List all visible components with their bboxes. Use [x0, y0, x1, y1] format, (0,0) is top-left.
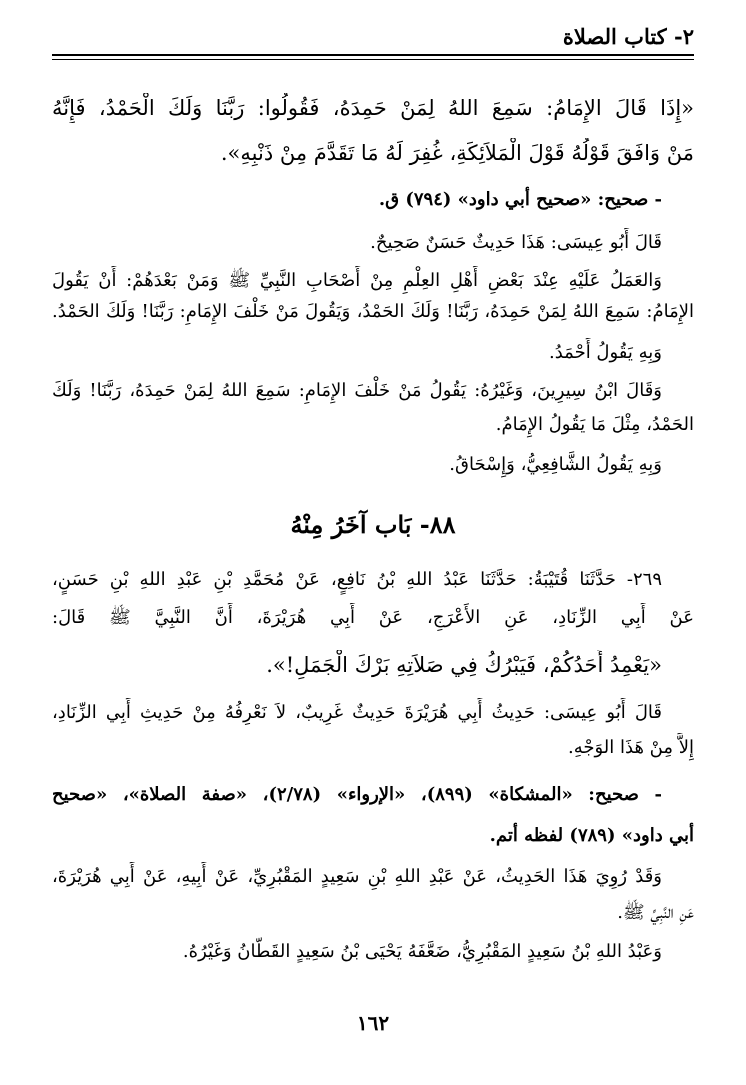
commentary-line: وَقَدْ رُوِيَ هَذَا الحَدِيثُ، عَنْ عَبْدِ اللهِ بْنِ سَعِيدٍ المَقْبُرِيِّ، عَنْ أَبِيهِ، عَنْ أَبِي هُرَيْرَةَ،: [52, 866, 662, 887]
hadith-text-line: «إِذَا قَالَ الإِمَامُ: سَمِعَ اللهُ لِمَنْ حَمِدَهُ، فَقُولُوا: رَبَّنَا وَلَكَ الْحَمْدُ، فَإِنَّهُ: [52, 96, 694, 120]
chapter-heading: ٨٨- بَاب آخَرُ مِنْهُ: [290, 510, 456, 539]
isnad-line: ٢٦٩- حَدَّثَنَا قُتَيْبَةُ: حَدَّثَنَا عَبْدُ اللهِ بْنُ نَافِعٍ، عَنْ مُحَمَّدِ بْنِ عَبْدِ اللهِ بْنِ حَسَنٍ،: [52, 569, 662, 590]
isnad-line: عَنْ أَبِي الزِّنَادِ، عَنِ الأَعْرَجِ، عَنْ أَبِي هُرَيْرَةَ، أَنَّ النَّبِيَّ ﷺ قَالَ:: [52, 607, 694, 628]
commentary-line: وَعَبْدُ اللهِ بْنُ سَعِيدٍ المَقْبُرِيُّ، ضَعَّفَهُ يَحْيَى بْنُ سَعِيدٍ القَطَّانُ وَغَيْرُهُ.: [182, 941, 662, 962]
commentary-line: وَالعَمَلُ عَلَيْهِ عِنْدَ بَعْضِ أَهْلِ العِلْمِ مِنْ أَصْحَابِ النَّبِيِّ ﷺ وَمَنْ بَعْدَهُمْ: أَنْ يَقُولَ: [52, 270, 662, 291]
header-rule-thick: [52, 54, 694, 56]
commentary-line: الإِمَامُ: سَمِعَ اللهُ لِمَنْ حَمِدَهُ، رَبَّنَا! وَلَكَ الحَمْدُ، وَيَقُولَ مَنْ خَلْفَ الإِمَامِ: رَبَّنَا! وَلَكَ الحَمْدُ.: [52, 301, 694, 322]
commentary-line: وَبِهِ يَقُولُ أَحْمَدُ.: [549, 342, 662, 363]
commentary-line: إِلاَّ مِنْ هَذَا الوَجْهِ.: [568, 737, 694, 758]
grading-line: - صحيح: «صحيح أبي داود» (٧٩٤) ق.: [378, 189, 662, 210]
commentary-line: قَالَ أَبُو عِيسَى: هَذَا حَدِيثٌ حَسَنٌ صَحِيحٌ.: [370, 232, 662, 253]
hadith-text-line: «يَعْمِدُ أَحَدُكُمْ، فَيَبْرُكُ فِي صَلاَتِهِ بَرْكَ الْجَمَلِ!».: [266, 653, 662, 677]
hadith-text-line: مَنْ وَافَقَ قَوْلُهُ قَوْلَ الْمَلاَئِكَةِ، غُفِرَ لَهُ مَا تَقَدَّمَ مِنْ ذَنْبِهِ».: [220, 141, 694, 165]
grading-line: أبي داود» (٧٨٩) لفظه أتم.: [489, 825, 694, 846]
running-header: ٢- كتاب الصلاة: [562, 24, 694, 49]
commentary-line: وَقَالَ ابْنُ سِيرِينَ، وَغَيْرُهُ: يَقُولُ مَنْ خَلْفَ الإِمَامِ: سَمِعَ اللهُ لِمَنْ حَمِدَهُ، رَبَّنَا! وَلَكَ: [52, 380, 662, 401]
header-rule-thin: [52, 59, 694, 60]
commentary-line: عَنِ النَّبِيِّ ﷺ.: [617, 902, 694, 923]
commentary-line: قَالَ أَبُو عِيسَى: حَدِيثُ أَبِي هُرَيْرَةَ حَدِيثٌ غَرِيبٌ، لاَ نَعْرِفُهُ مِنْ حَدِيثِ أَبِي الزِّنَادِ،: [52, 702, 662, 723]
commentary-line: الحَمْدُ، مِثْلَ مَا يَقُولُ الإِمَامُ.: [495, 414, 694, 435]
grading-line: - صحيح: «المشكاة» (٨٩٩)، «الإرواء» (٢/٧٨)، «صفة الصلاة»، «صحيح: [52, 784, 662, 805]
commentary-line: وَبِهِ يَقُولُ الشَّافِعِيُّ، وَإِسْحَاقُ.: [449, 454, 662, 475]
page-number: ١٦٢: [356, 1011, 390, 1035]
